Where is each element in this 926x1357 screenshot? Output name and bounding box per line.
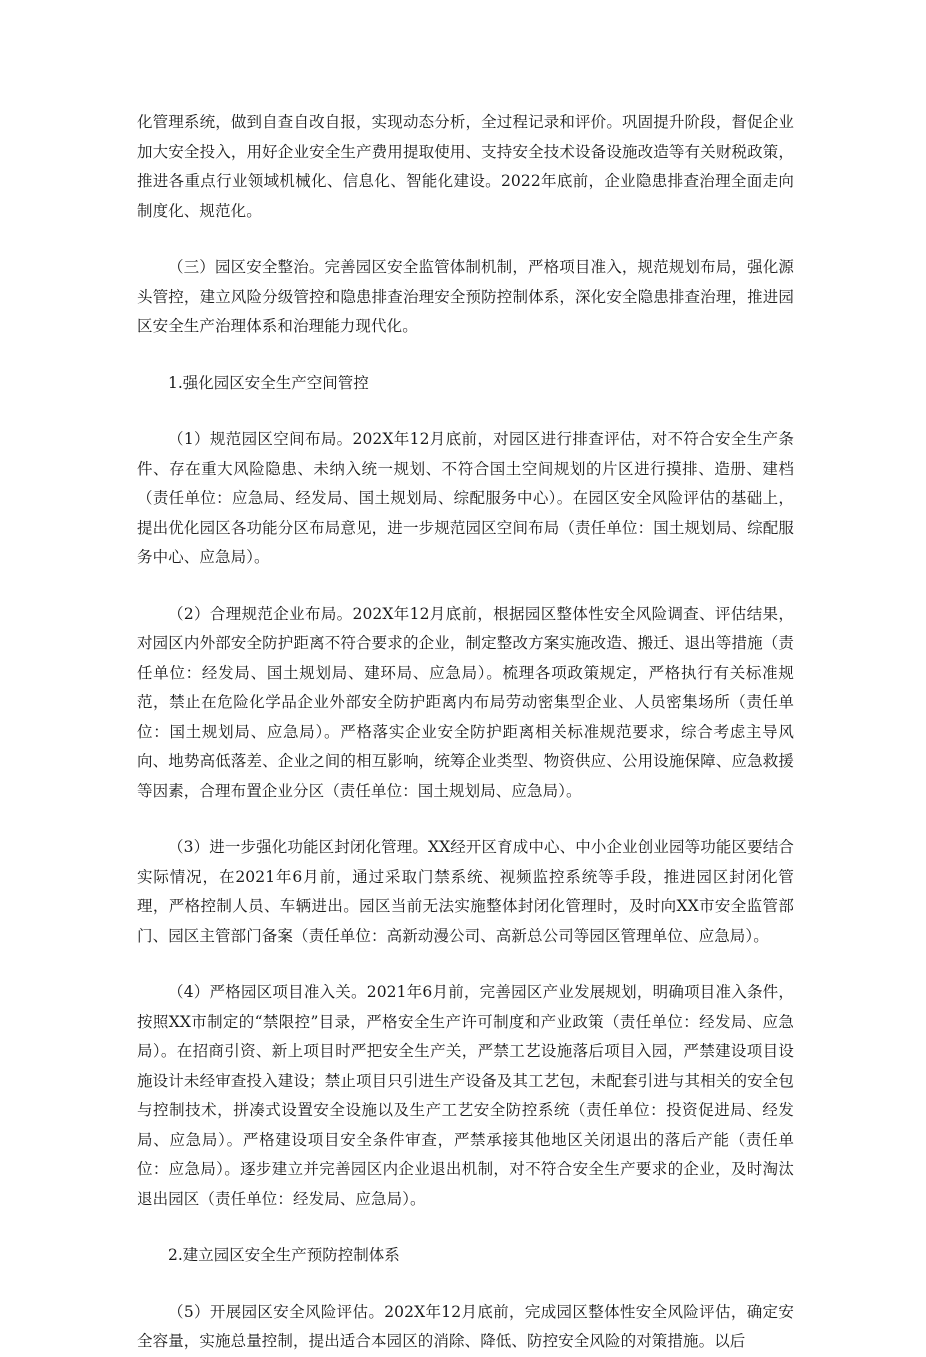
- paragraph-item-5-risk-assessment: （5）开展园区安全风险评估。202X年12月底前，完成园区整体性安全风险评估，确定安全容量，实施总量控制，提出适合本园区的消除、降低、防控安全风险的对策措施。以后: [137, 1302, 794, 1350]
- paragraph-item-3-closed-management: （3）进一步强化功能区封闭化管理。XX经开区育成中心、中小企业创业园等功能区要结合实际情况，在2021年6月前，通过采取门禁系统、视频监控系统等手段，推进园区封闭化管理，严格控制人员、车辆进出。园区当前无法实施整体封闭化管理时，及时向XX市安全监管部门、园区主管部门备案（责任单位：高新动漫公司、高新总公司等园区管理单位、应急局）。: [137, 838, 794, 945]
- paragraph-enterprise-hazard-governance: 化管理系统，做到自查自改自报，实现动态分析，全过程记录和评价。巩固提升阶段，督促企业加大安全投入，用好企业安全生产费用提取使用、支持安全技术设备设施改造等有关财税政策，推进各重点行业领域机械化、信息化、智能化建设。2022年底前，企业隐患排查治理全面走向制度化、规范化。: [137, 113, 794, 220]
- section-heading-prevention-system: 2.建立园区安全生产预防控制体系: [168, 1246, 400, 1264]
- section-heading-spatial-control: 1.强化园区安全生产空间管控: [168, 373, 369, 392]
- paragraph-item-4-project-access: （4）严格园区项目准入关。2021年6月前，完善园区产业发展规划，明确项目准入条件，按照XX市制定的“禁限控”目录，严格安全生产许可制度和产业政策（责任单位：经发局、应急局）。在招商引资、新上项目时严把安全生产关，严禁工艺设施落后项目入园，严禁建设项目设施设计未经审查投入建设；禁止项目只引进生产设备及其工艺包，未配套引进与其相关的安全包与控制技术，拼凑式设置安全设施以及生产工艺安全防控系统（责任单位：投资促进局、经发局、应急局）。严格建设项目安全条件审查，严禁承接其他地区关闭退出的落后产能（责任单位：应急局）。逐步建立并完善园区内企业退出机制，对不符合安全生产要求的企业，及时淘汰退出园区（责任单位：经发局、应急局）。: [137, 983, 794, 1208]
- paragraph-item-2-enterprise-layout: （2）合理规范企业布局。202X年12月底前，根据园区整体性安全风险调查、评估结果，对园区内外部安全防护距离不符合要求的企业，制定整改方案实施改造、搬迁、退出等措施（责任单位：经发局、国土规划局、建环局、应急局）。梳理各项政策规定，严格执行有关标准规范，禁止在危险化学品企业外部安全防护距离内布局劳动密集型企业、人员密集场所（责任单位：国土规划局、应急局）。严格落实企业安全防护距离相关标准规范要求，综合考虑主导风向、地势高低落差、企业之间的相互影响，统筹企业类型、物资供应、公用设施保障、应急救援等因素，合理布置企业分区（责任单位：国土规划局、应急局）。: [137, 604, 794, 800]
- paragraph-park-safety-rectification: （三）园区安全整治。完善园区安全监管体制机制，严格项目准入，规范规划布局，强化源头管控，建立风险分级管控和隐患排查治理安全预防控制体系，深化安全隐患排查治理，推进园区安全生产治理体系和治理能力现代化。: [137, 258, 794, 335]
- paragraph-item-1-spatial-layout: （1）规范园区空间布局。202X年12月底前，对园区进行排查评估，对不符合安全生产条件、存在重大风险隐患、未纳入统一规划、不符合国土空间规划的片区进行摸排、造册、建档（责任单位：应急局、经发局、国土规划局、综配服务中心）。在园区安全风险评估的基础上，提出优化园区各功能分区布局意见，进一步规范园区空间布局（责任单位：国土规划局、综配服务中心、应急局）。: [137, 430, 794, 566]
